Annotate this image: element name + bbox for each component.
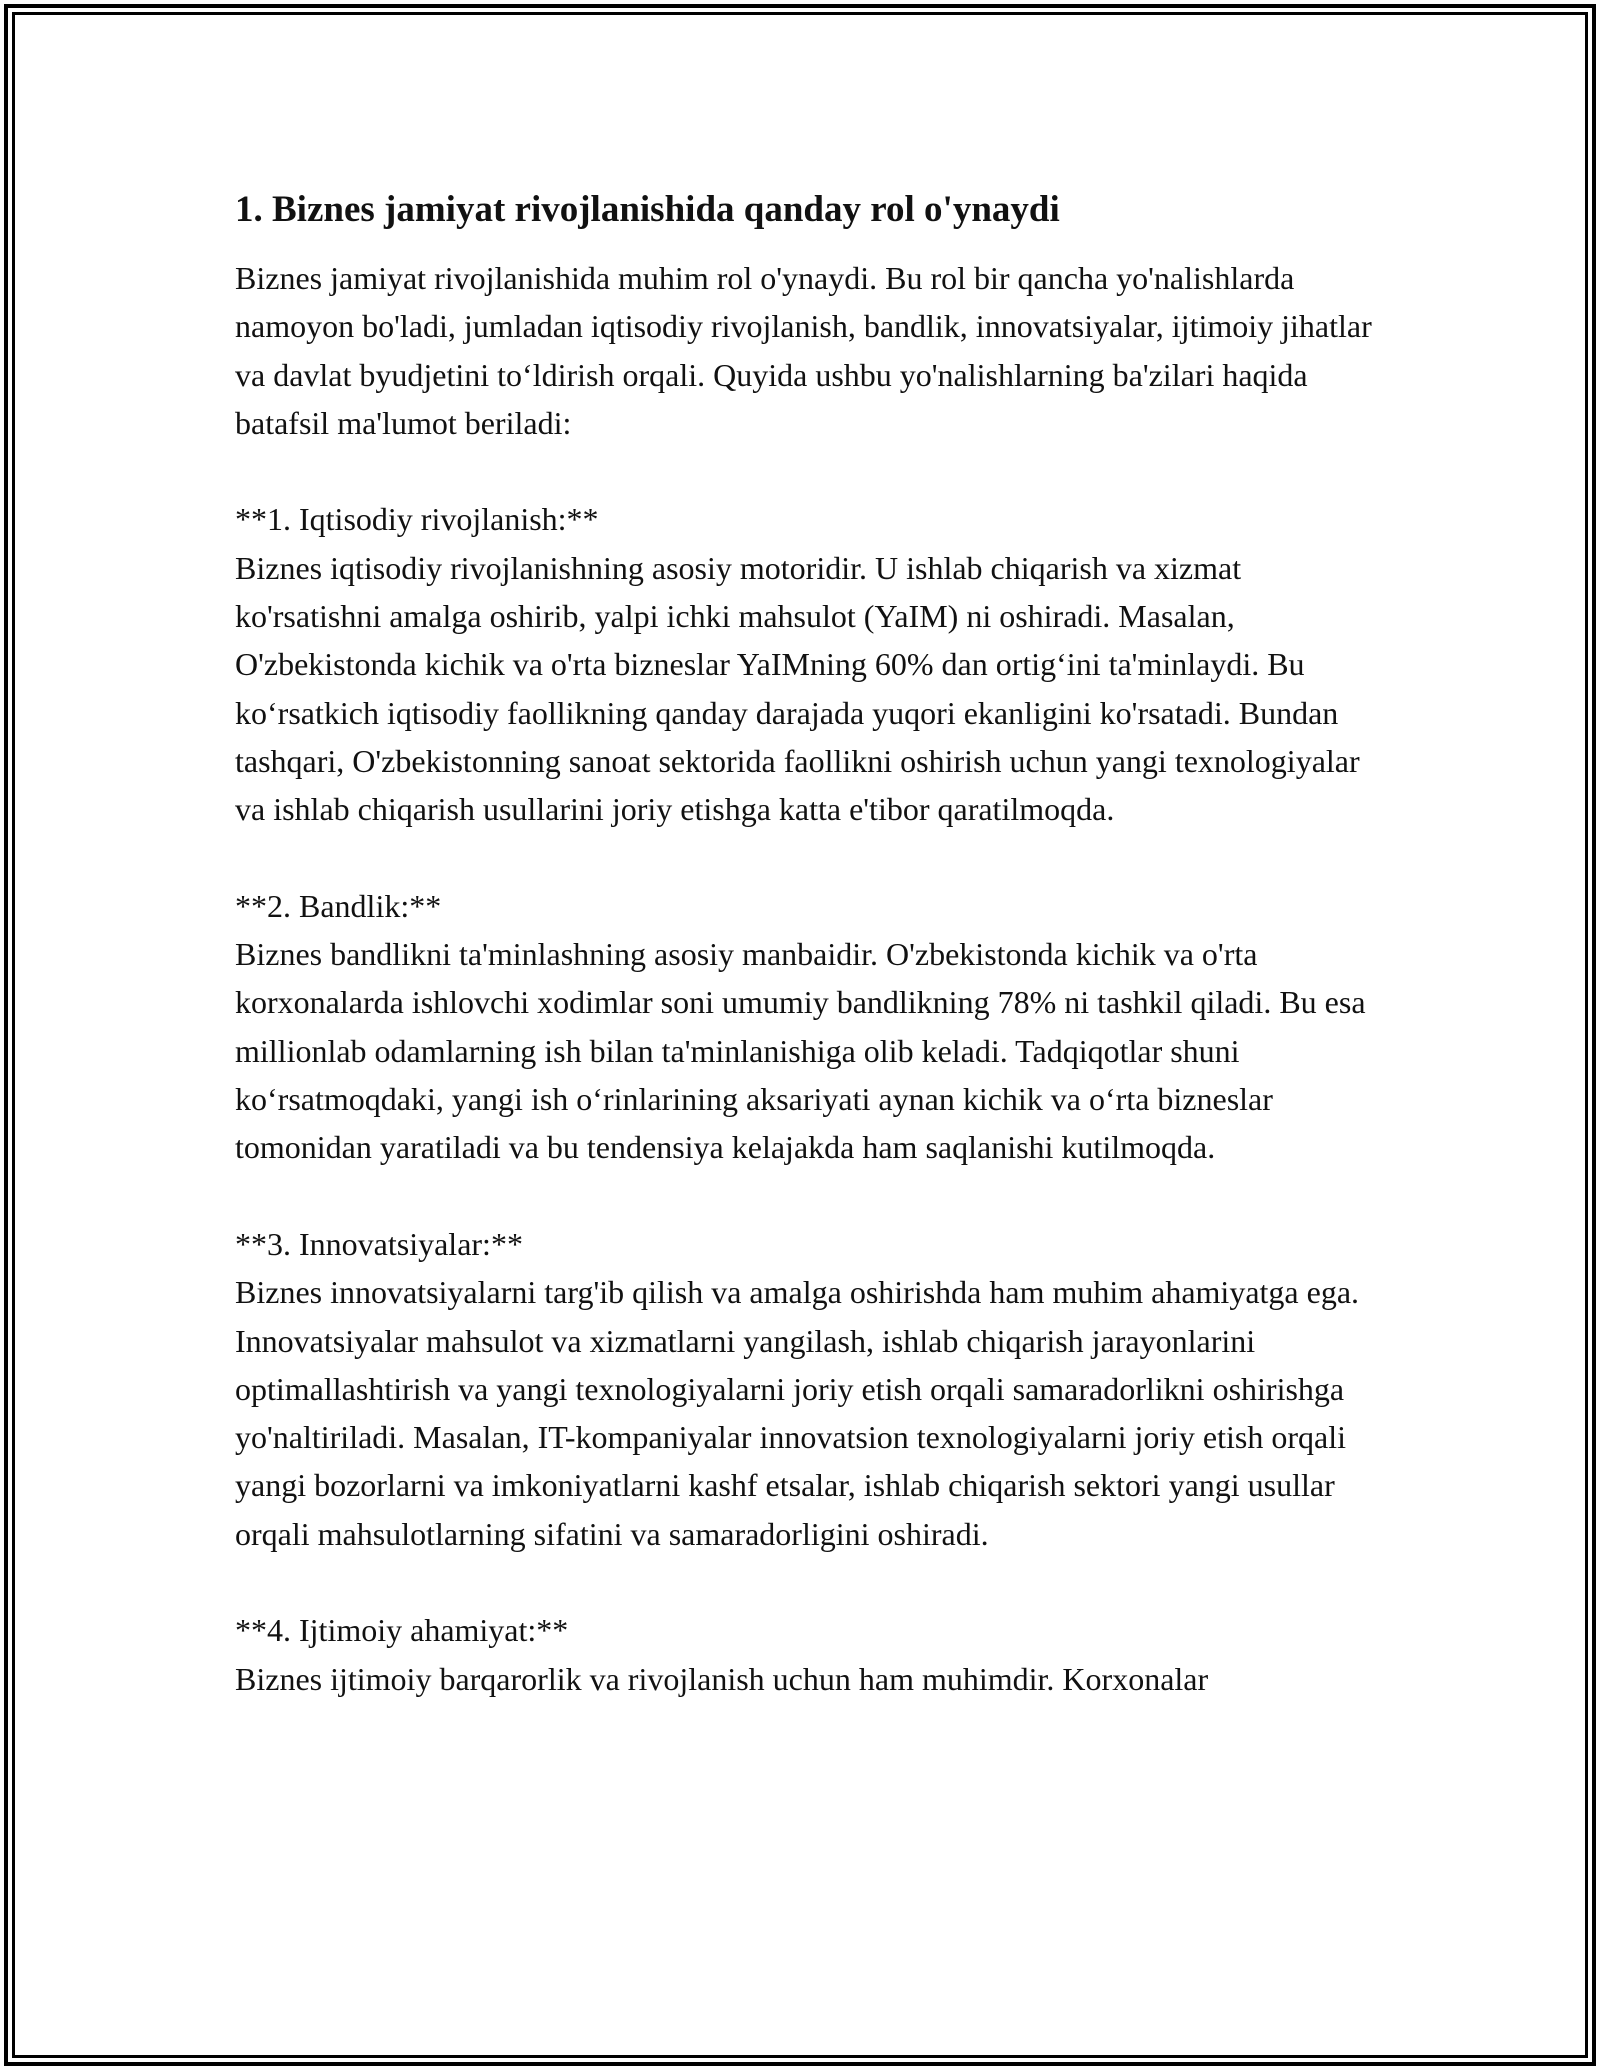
- section-body: Biznes bandlikni ta'minlashning asosiy manbaidir. O'zbekistonda kichik va o'rta korxonalarda ishlovchi xodimlar soni umumiy bandlikning 78% ni tashkil qiladi. Bu esa millionlab odamlarning ish bilan ta'minlanishiga olib keladi. Tadqiqotlar shuni ko‘rsatmoqdaki, yangi ish o‘rinlarining aksariyati aynan kichik va o‘rta bizneslar tomonidan yaratiladi va bu tendensiya kelajakda ham saqlanishi kutilmoqda.: [235, 936, 1366, 1166]
- section-heading: **4. Ijtimoiy ahamiyat:**: [235, 1612, 569, 1649]
- section-body: Biznes innovatsiyalarni targ'ib qilish va amalga oshirishda ham muhim ahamiyatga ega. Innovatsiyalar mahsulot va xizmatlarni yangilash, ishlab chiqarish jarayonlarini optimallashtirish va yangi texnologiyalarni joriy etish orqali samaradorlikni oshirishga yo'naltiriladi. Masalan, IT-kompaniyalar innovatsion texnologiyalarni joriy etish orqali yangi bozorlarni va imkoniyatlarni kashf etsalar, ishlab chiqarish sektori yangi usullar orqali mahsulotlarning sifatini va samaradorligini oshiradi.: [235, 1274, 1360, 1552]
- section-heading: **2. Bandlik:**: [235, 887, 442, 924]
- section-heading: **1. Iqtisodiy rivojlanish:**: [235, 501, 599, 538]
- section-heading: **3. Innovatsiyalar:**: [235, 1225, 523, 1262]
- section-employment: [235, 882, 1385, 1172]
- section-economic-development: [235, 495, 1385, 833]
- section-innovations: [235, 1220, 1385, 1558]
- section-body: Biznes ijtimoiy barqarorlik va rivojlanish uchun ham muhimdir. Korxonalar: [235, 1660, 1209, 1697]
- document-content: [235, 186, 1385, 1751]
- document-title: 1. Biznes jamiyat rivojlanishida qanday rol o'ynaydi: [235, 189, 1060, 230]
- intro-paragraph: Biznes jamiyat rivojlanishida muhim rol o'ynaydi. Bu rol bir qancha yo'nalishlarda namoyon bo'ladi, jumladan iqtisodiy rivojlanish, bandlik, innovatsiyalar, ijtimoiy jihatlar va davlat byudjetini to‘ldirish orqali. Quyida ushbu yo'nalishlarning ba'zilari haqida batafsil ma'lumot beriladi:: [235, 260, 1372, 441]
- section-body: Biznes iqtisodiy rivojlanishning asosiy motoridir. U ishlab chiqarish va xizmat ko'rsatishni amalga oshirib, yalpi ichki mahsulot (YaIM) ni oshiradi. Masalan, O'zbekistonda kichik va o'rta bizneslar YaIMning 60% dan ortig‘ini ta'minlaydi. Bu ko‘rsatkich iqtisodiy faollikning qanday darajada yuqori ekanligini ko'rsatadi. Bundan tashqari, O'zbekistonning sanoat sektorida faollikni oshirish uchun yangi texnologiyalar va ishlab chiqarish usullarini joriy etishga katta e'tibor qaratilmoqda.: [235, 549, 1360, 828]
- section-social-importance: [235, 1606, 1385, 1703]
